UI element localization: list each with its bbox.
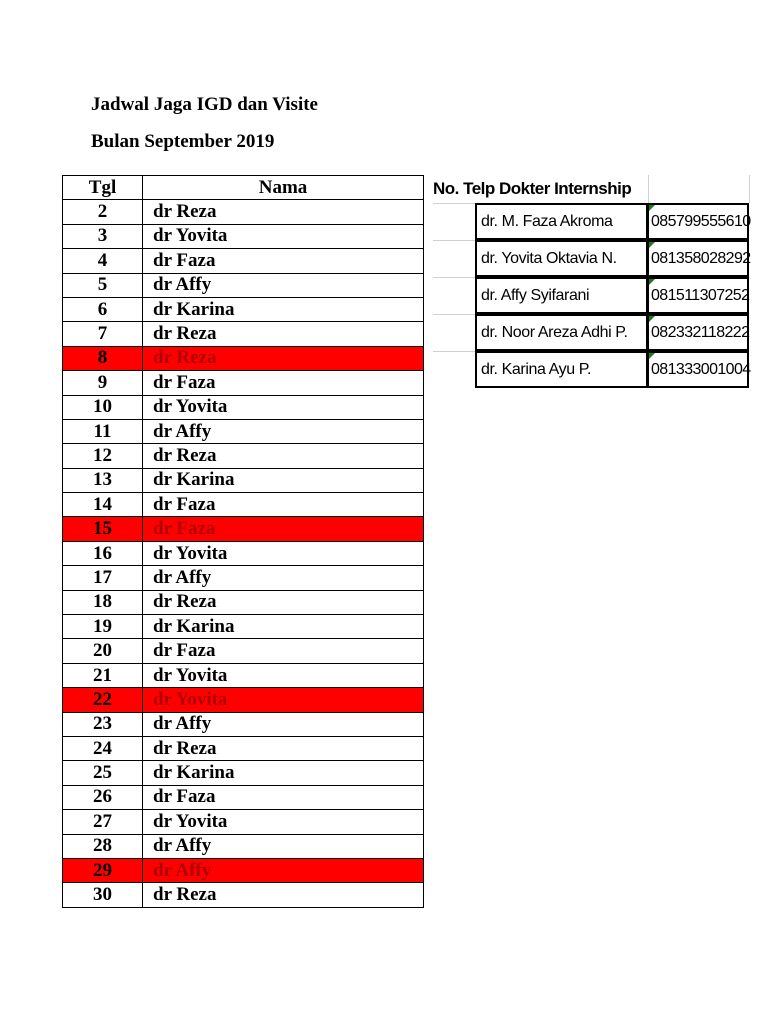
doctor-name: dr. Affy Syifarani	[475, 277, 647, 314]
error-indicator-icon	[649, 242, 655, 248]
cell-nama: dr Faza	[143, 249, 424, 273]
table-row	[63, 249, 424, 273]
schedule-header-row	[63, 176, 424, 200]
grid-line	[749, 175, 750, 203]
table-row	[63, 468, 424, 492]
table-row	[63, 224, 424, 248]
table-row	[63, 322, 424, 346]
cell-tgl: 26	[63, 785, 143, 809]
cell-nama: dr Affy	[143, 273, 424, 297]
schedule-table	[62, 175, 424, 908]
phone-row	[475, 277, 749, 314]
table-row	[63, 688, 424, 712]
cell-tgl: 8	[63, 346, 143, 370]
cell-tgl: 13	[63, 468, 143, 492]
phone-number-text: 081358028292	[651, 250, 751, 267]
schedule-body	[63, 200, 424, 907]
cell-nama: dr Yovita	[143, 688, 424, 712]
table-row	[63, 517, 424, 541]
table-row	[63, 590, 424, 614]
error-indicator-icon	[649, 353, 655, 359]
grid-line	[433, 203, 475, 204]
phone-number	[647, 203, 749, 240]
phone-number-text: 085799555610	[651, 213, 751, 230]
table-row	[63, 371, 424, 395]
cell-nama: dr Affy	[143, 419, 424, 443]
phone-list-title: No. Telp Dokter Internship	[433, 179, 632, 198]
cell-nama: dr Yovita	[143, 663, 424, 687]
table-row	[63, 883, 424, 907]
cell-tgl: 15	[63, 517, 143, 541]
cell-tgl: 22	[63, 688, 143, 712]
table-row	[63, 273, 424, 297]
cell-tgl: 17	[63, 566, 143, 590]
cell-nama: dr Reza	[143, 322, 424, 346]
table-row	[63, 663, 424, 687]
doctor-name: dr. M. Faza Akroma	[475, 203, 647, 240]
cell-nama: dr Faza	[143, 371, 424, 395]
table-row	[63, 297, 424, 321]
table-row	[63, 493, 424, 517]
cell-nama: dr Reza	[143, 590, 424, 614]
phone-row	[475, 314, 749, 351]
grid-line	[433, 277, 475, 278]
grid-line	[433, 314, 475, 315]
cell-tgl: 24	[63, 736, 143, 760]
column-header-tgl: Tgl	[63, 176, 143, 200]
cell-tgl: 2	[63, 200, 143, 224]
cell-nama: dr Reza	[143, 736, 424, 760]
table-row	[63, 736, 424, 760]
cell-nama: dr Yovita	[143, 224, 424, 248]
phone-number-text: 081333001004	[651, 361, 751, 378]
doctor-name: dr. Yovita Oktavia N.	[475, 240, 647, 277]
cell-nama: dr Karina	[143, 761, 424, 785]
table-row	[63, 810, 424, 834]
table-row	[63, 785, 424, 809]
error-indicator-icon	[649, 205, 655, 211]
cell-tgl: 4	[63, 249, 143, 273]
cell-nama: dr Affy	[143, 834, 424, 858]
cell-tgl: 5	[63, 273, 143, 297]
cell-tgl: 23	[63, 712, 143, 736]
cell-nama: dr Reza	[143, 346, 424, 370]
table-row	[63, 444, 424, 468]
table-row	[63, 200, 424, 224]
cell-nama: dr Faza	[143, 639, 424, 663]
table-row	[63, 712, 424, 736]
cell-tgl: 9	[63, 371, 143, 395]
cell-nama: dr Faza	[143, 493, 424, 517]
cell-nama: dr Reza	[143, 883, 424, 907]
phone-number	[647, 277, 749, 314]
table-row	[63, 566, 424, 590]
cell-tgl: 16	[63, 541, 143, 565]
column-header-nama: Nama	[143, 176, 424, 200]
phone-number-text: 081511307252	[651, 287, 750, 304]
grid-line	[433, 240, 475, 241]
cell-tgl: 21	[63, 663, 143, 687]
cell-nama: dr Faza	[143, 517, 424, 541]
table-row	[63, 419, 424, 443]
phone-number	[647, 314, 749, 351]
phone-number	[647, 351, 749, 388]
cell-nama: dr Karina	[143, 297, 424, 321]
cell-tgl: 28	[63, 834, 143, 858]
error-indicator-icon	[649, 279, 655, 285]
cell-nama: dr Reza	[143, 444, 424, 468]
grid-line	[433, 351, 475, 352]
phone-row	[475, 351, 749, 388]
cell-tgl: 12	[63, 444, 143, 468]
phone-number	[647, 240, 749, 277]
page-title: Jadwal Jaga IGD dan Visite	[91, 94, 318, 115]
cell-nama: dr Karina	[143, 468, 424, 492]
cell-tgl: 10	[63, 395, 143, 419]
table-row	[63, 639, 424, 663]
cell-tgl: 29	[63, 858, 143, 882]
cell-tgl: 25	[63, 761, 143, 785]
cell-tgl: 18	[63, 590, 143, 614]
phone-row	[475, 240, 749, 277]
error-indicator-icon	[649, 316, 655, 322]
table-row	[63, 395, 424, 419]
cell-tgl: 14	[63, 493, 143, 517]
cell-tgl: 20	[63, 639, 143, 663]
cell-tgl: 3	[63, 224, 143, 248]
cell-nama: dr Yovita	[143, 810, 424, 834]
table-row	[63, 761, 424, 785]
table-row	[63, 346, 424, 370]
cell-tgl: 7	[63, 322, 143, 346]
cell-nama: dr Faza	[143, 785, 424, 809]
phone-number-text: 082332118222	[651, 324, 750, 341]
cell-nama: dr Affy	[143, 712, 424, 736]
cell-tgl: 19	[63, 615, 143, 639]
table-row	[63, 858, 424, 882]
cell-nama: dr Reza	[143, 200, 424, 224]
phone-row	[475, 203, 749, 240]
cell-nama: dr Karina	[143, 615, 424, 639]
cell-tgl: 27	[63, 810, 143, 834]
cell-tgl: 11	[63, 419, 143, 443]
cell-nama: dr Affy	[143, 566, 424, 590]
table-row	[63, 541, 424, 565]
grid-line	[648, 175, 649, 203]
page-subtitle: Bulan September 2019	[91, 131, 275, 152]
doctor-name: dr. Karina Ayu P.	[475, 351, 647, 388]
doctor-name: dr. Noor Areza Adhi P.	[475, 314, 647, 351]
cell-nama: dr Affy	[143, 858, 424, 882]
table-row	[63, 615, 424, 639]
cell-tgl: 30	[63, 883, 143, 907]
cell-nama: dr Yovita	[143, 395, 424, 419]
table-row	[63, 834, 424, 858]
cell-tgl: 6	[63, 297, 143, 321]
cell-nama: dr Yovita	[143, 541, 424, 565]
